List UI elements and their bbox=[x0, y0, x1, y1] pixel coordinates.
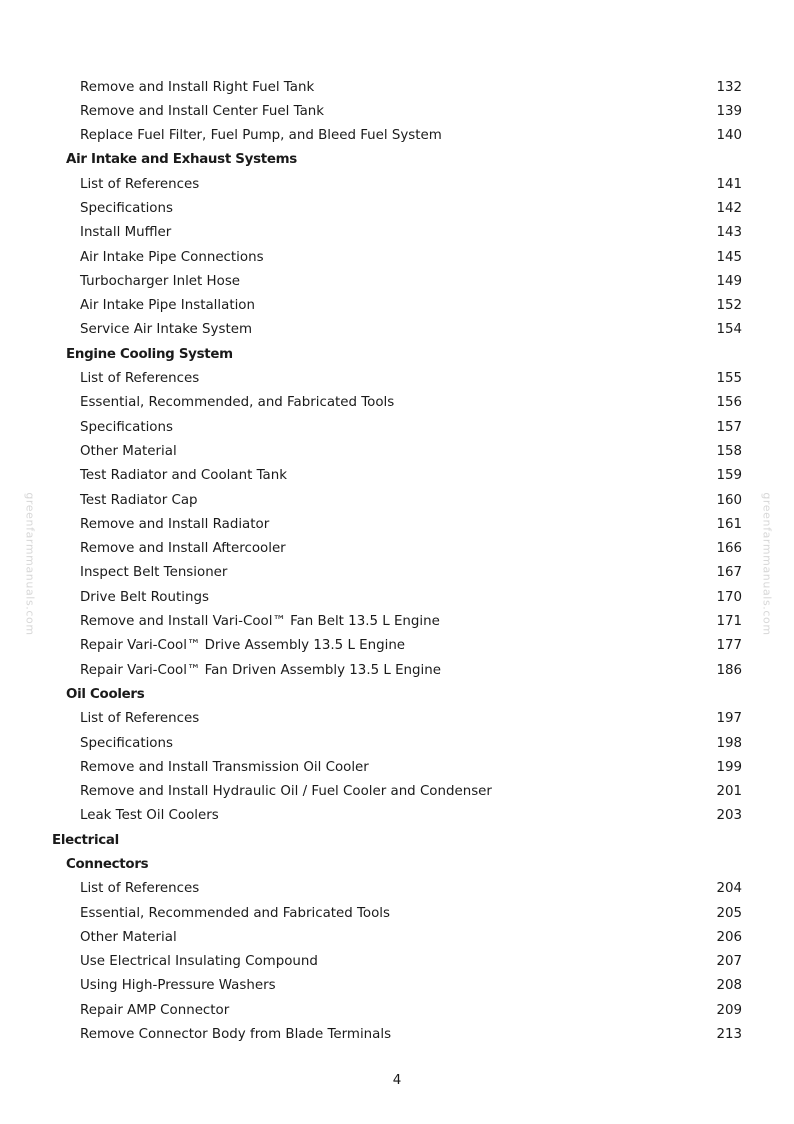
toc-entry-title: Remove and Install Center Fuel Tank bbox=[80, 103, 325, 119]
toc-entry-title: Service Air Intake System bbox=[80, 322, 252, 338]
toc-entry-title: Turbocharger Inlet Hose bbox=[80, 273, 241, 289]
toc-entry-page: 145 bbox=[716, 249, 742, 265]
toc-entry-title: Remove and Install Transmission Oil Cooler bbox=[80, 759, 369, 775]
toc-entry[interactable] bbox=[52, 173, 744, 197]
toc-entry[interactable] bbox=[52, 124, 744, 148]
toc-entry[interactable] bbox=[52, 610, 744, 634]
toc-section-heading[interactable] bbox=[52, 853, 744, 877]
toc-entry-page: 155 bbox=[716, 371, 742, 387]
toc-entry-title: Air Intake Pipe Connections bbox=[80, 249, 264, 265]
toc-entry[interactable] bbox=[52, 804, 744, 828]
toc-entry[interactable] bbox=[52, 367, 744, 391]
toc-entry-title: Replace Fuel Filter, Fuel Pump, and Bleed Fuel System bbox=[80, 128, 442, 144]
toc-entry[interactable] bbox=[52, 197, 744, 221]
toc-entry-title: List of References bbox=[80, 176, 200, 192]
toc-entry-title: Specifications bbox=[80, 735, 173, 751]
toc-entry-title: Air Intake and Exhaust Systems bbox=[66, 152, 297, 168]
toc-entry[interactable] bbox=[52, 489, 744, 513]
toc-entry-page: 199 bbox=[716, 759, 742, 775]
toc-entry[interactable] bbox=[52, 707, 744, 731]
toc-entry-page: 197 bbox=[716, 711, 742, 727]
toc-entry[interactable] bbox=[52, 974, 744, 998]
toc-entry-title: Specifications bbox=[80, 200, 173, 216]
toc-entry[interactable] bbox=[52, 902, 744, 926]
toc-entry-title: Repair AMP Connector bbox=[80, 1002, 230, 1018]
toc-entry-title: Remove Connector Body from Blade Terminals bbox=[80, 1027, 392, 1043]
toc-entry-page: 203 bbox=[716, 808, 742, 824]
toc-entry-title: Test Radiator and Coolant Tank bbox=[80, 468, 287, 484]
toc-entry-title: Engine Cooling System bbox=[66, 346, 233, 362]
toc-entry-title: Using High-Pressure Washers bbox=[80, 978, 276, 994]
toc-entry[interactable] bbox=[52, 294, 744, 318]
toc-entry[interactable] bbox=[52, 270, 744, 294]
toc-entry[interactable] bbox=[52, 780, 744, 804]
toc-entry-title: List of References bbox=[80, 881, 200, 897]
watermark-text: greenfarmmanuals.com bbox=[23, 492, 37, 636]
toc-entry[interactable] bbox=[52, 999, 744, 1023]
toc-entry[interactable] bbox=[52, 634, 744, 658]
toc-entry[interactable] bbox=[52, 537, 744, 561]
toc-entry-page: 142 bbox=[716, 200, 742, 216]
toc-entry-title: Other Material bbox=[80, 443, 177, 459]
toc-entry-page: 170 bbox=[716, 589, 742, 605]
toc-entry-title: Remove and Install Right Fuel Tank bbox=[80, 79, 315, 95]
toc-entry-page: 161 bbox=[716, 516, 742, 532]
toc-entry-title: Electrical bbox=[52, 832, 119, 848]
table-of-contents bbox=[52, 76, 744, 1048]
toc-entry[interactable] bbox=[52, 246, 744, 270]
toc-entry-page: 171 bbox=[716, 614, 742, 630]
toc-entry-title: Use Electrical Insulating Compound bbox=[80, 954, 318, 970]
toc-entry-page: 160 bbox=[716, 492, 742, 508]
toc-entry[interactable] bbox=[52, 440, 744, 464]
toc-entry[interactable] bbox=[52, 318, 744, 342]
toc-entry[interactable] bbox=[52, 561, 744, 585]
toc-entry-page: 206 bbox=[716, 929, 742, 945]
toc-entry-page: 167 bbox=[716, 565, 742, 581]
toc-entry-page: 205 bbox=[716, 905, 742, 921]
toc-entry-page: 166 bbox=[716, 541, 742, 557]
toc-section-heading[interactable] bbox=[52, 148, 744, 172]
toc-entry-title: Essential, Recommended, and Fabricated Tools bbox=[80, 395, 395, 411]
toc-entry[interactable] bbox=[52, 416, 744, 440]
toc-entry-page: 204 bbox=[716, 881, 742, 897]
toc-entry[interactable] bbox=[52, 732, 744, 756]
toc-entry-page: 207 bbox=[716, 954, 742, 970]
toc-entry[interactable] bbox=[52, 586, 744, 610]
toc-section-heading[interactable] bbox=[52, 683, 744, 707]
toc-entry-title: List of References bbox=[80, 711, 200, 727]
toc-entry-page: 157 bbox=[716, 419, 742, 435]
toc-section-heading[interactable] bbox=[52, 343, 744, 367]
toc-entry-title: Remove and Install Hydraulic Oil / Fuel Cooler and Condenser bbox=[80, 784, 492, 800]
toc-entry-page: 159 bbox=[716, 468, 742, 484]
page-number: 4 bbox=[392, 1073, 402, 1088]
toc-entry-page: 132 bbox=[716, 79, 742, 95]
toc-entry-page: 154 bbox=[716, 322, 742, 338]
toc-entry-page: 213 bbox=[716, 1027, 742, 1043]
toc-entry-title: Air Intake Pipe Installation bbox=[80, 298, 255, 314]
toc-entry-title: Remove and Install Radiator bbox=[80, 516, 270, 532]
toc-entry-page: 201 bbox=[716, 784, 742, 800]
toc-entry-page: 156 bbox=[716, 395, 742, 411]
toc-entry[interactable] bbox=[52, 1023, 744, 1047]
toc-entry[interactable] bbox=[52, 877, 744, 901]
toc-entry-title: Connectors bbox=[66, 857, 149, 872]
toc-entry-page: 152 bbox=[716, 298, 742, 314]
toc-entry-page: 139 bbox=[716, 103, 742, 119]
watermark-text: greenfarmmanuals.com bbox=[760, 492, 774, 636]
toc-entry-page: 141 bbox=[716, 176, 742, 192]
toc-entry[interactable] bbox=[52, 391, 744, 415]
toc-entry-title: Remove and Install Vari-Cool™ Fan Belt 13.5 L Engine bbox=[80, 614, 440, 630]
toc-entry-page: 209 bbox=[716, 1002, 742, 1018]
toc-entry-page: 149 bbox=[716, 273, 742, 289]
toc-entry[interactable] bbox=[52, 100, 744, 124]
toc-entry-page: 208 bbox=[716, 978, 742, 994]
toc-entry-page: 177 bbox=[716, 638, 742, 654]
toc-entry[interactable] bbox=[52, 950, 744, 974]
toc-entry[interactable] bbox=[52, 659, 744, 683]
toc-entry-title: Leak Test Oil Coolers bbox=[80, 808, 219, 824]
toc-entry-title: Install Muffler bbox=[80, 225, 172, 241]
toc-entry-page: 198 bbox=[716, 735, 742, 751]
toc-entry-title: Drive Belt Routings bbox=[80, 589, 209, 605]
toc-entry[interactable] bbox=[52, 926, 744, 950]
toc-entry[interactable] bbox=[52, 464, 744, 488]
toc-entry[interactable] bbox=[52, 76, 744, 100]
toc-entry-title: Oil Coolers bbox=[66, 686, 145, 702]
toc-entry-page: 140 bbox=[716, 128, 742, 144]
toc-entry-title: Test Radiator Cap bbox=[80, 492, 198, 508]
toc-section-heading[interactable] bbox=[52, 829, 744, 853]
toc-entry[interactable] bbox=[52, 756, 744, 780]
toc-entry-title: Inspect Belt Tensioner bbox=[80, 565, 228, 581]
toc-entry-page: 158 bbox=[716, 443, 742, 459]
toc-entry-title: Remove and Install Aftercooler bbox=[80, 541, 286, 557]
toc-entry[interactable] bbox=[52, 221, 744, 245]
toc-entry-title: Repair Vari-Cool™ Drive Assembly 13.5 L Engine bbox=[80, 638, 406, 654]
toc-entry-title: Essential, Recommended and Fabricated Tools bbox=[80, 905, 391, 921]
toc-entry-page: 143 bbox=[716, 225, 742, 241]
toc-entry-title: Other Material bbox=[80, 929, 177, 945]
toc-entry[interactable] bbox=[52, 513, 744, 537]
toc-entry-title: List of References bbox=[80, 371, 200, 387]
toc-entry-page: 186 bbox=[716, 662, 742, 678]
toc-entry-title: Specifications bbox=[80, 419, 173, 435]
toc-entry-title: Repair Vari-Cool™ Fan Driven Assembly 13.5 L Engine bbox=[80, 662, 441, 678]
